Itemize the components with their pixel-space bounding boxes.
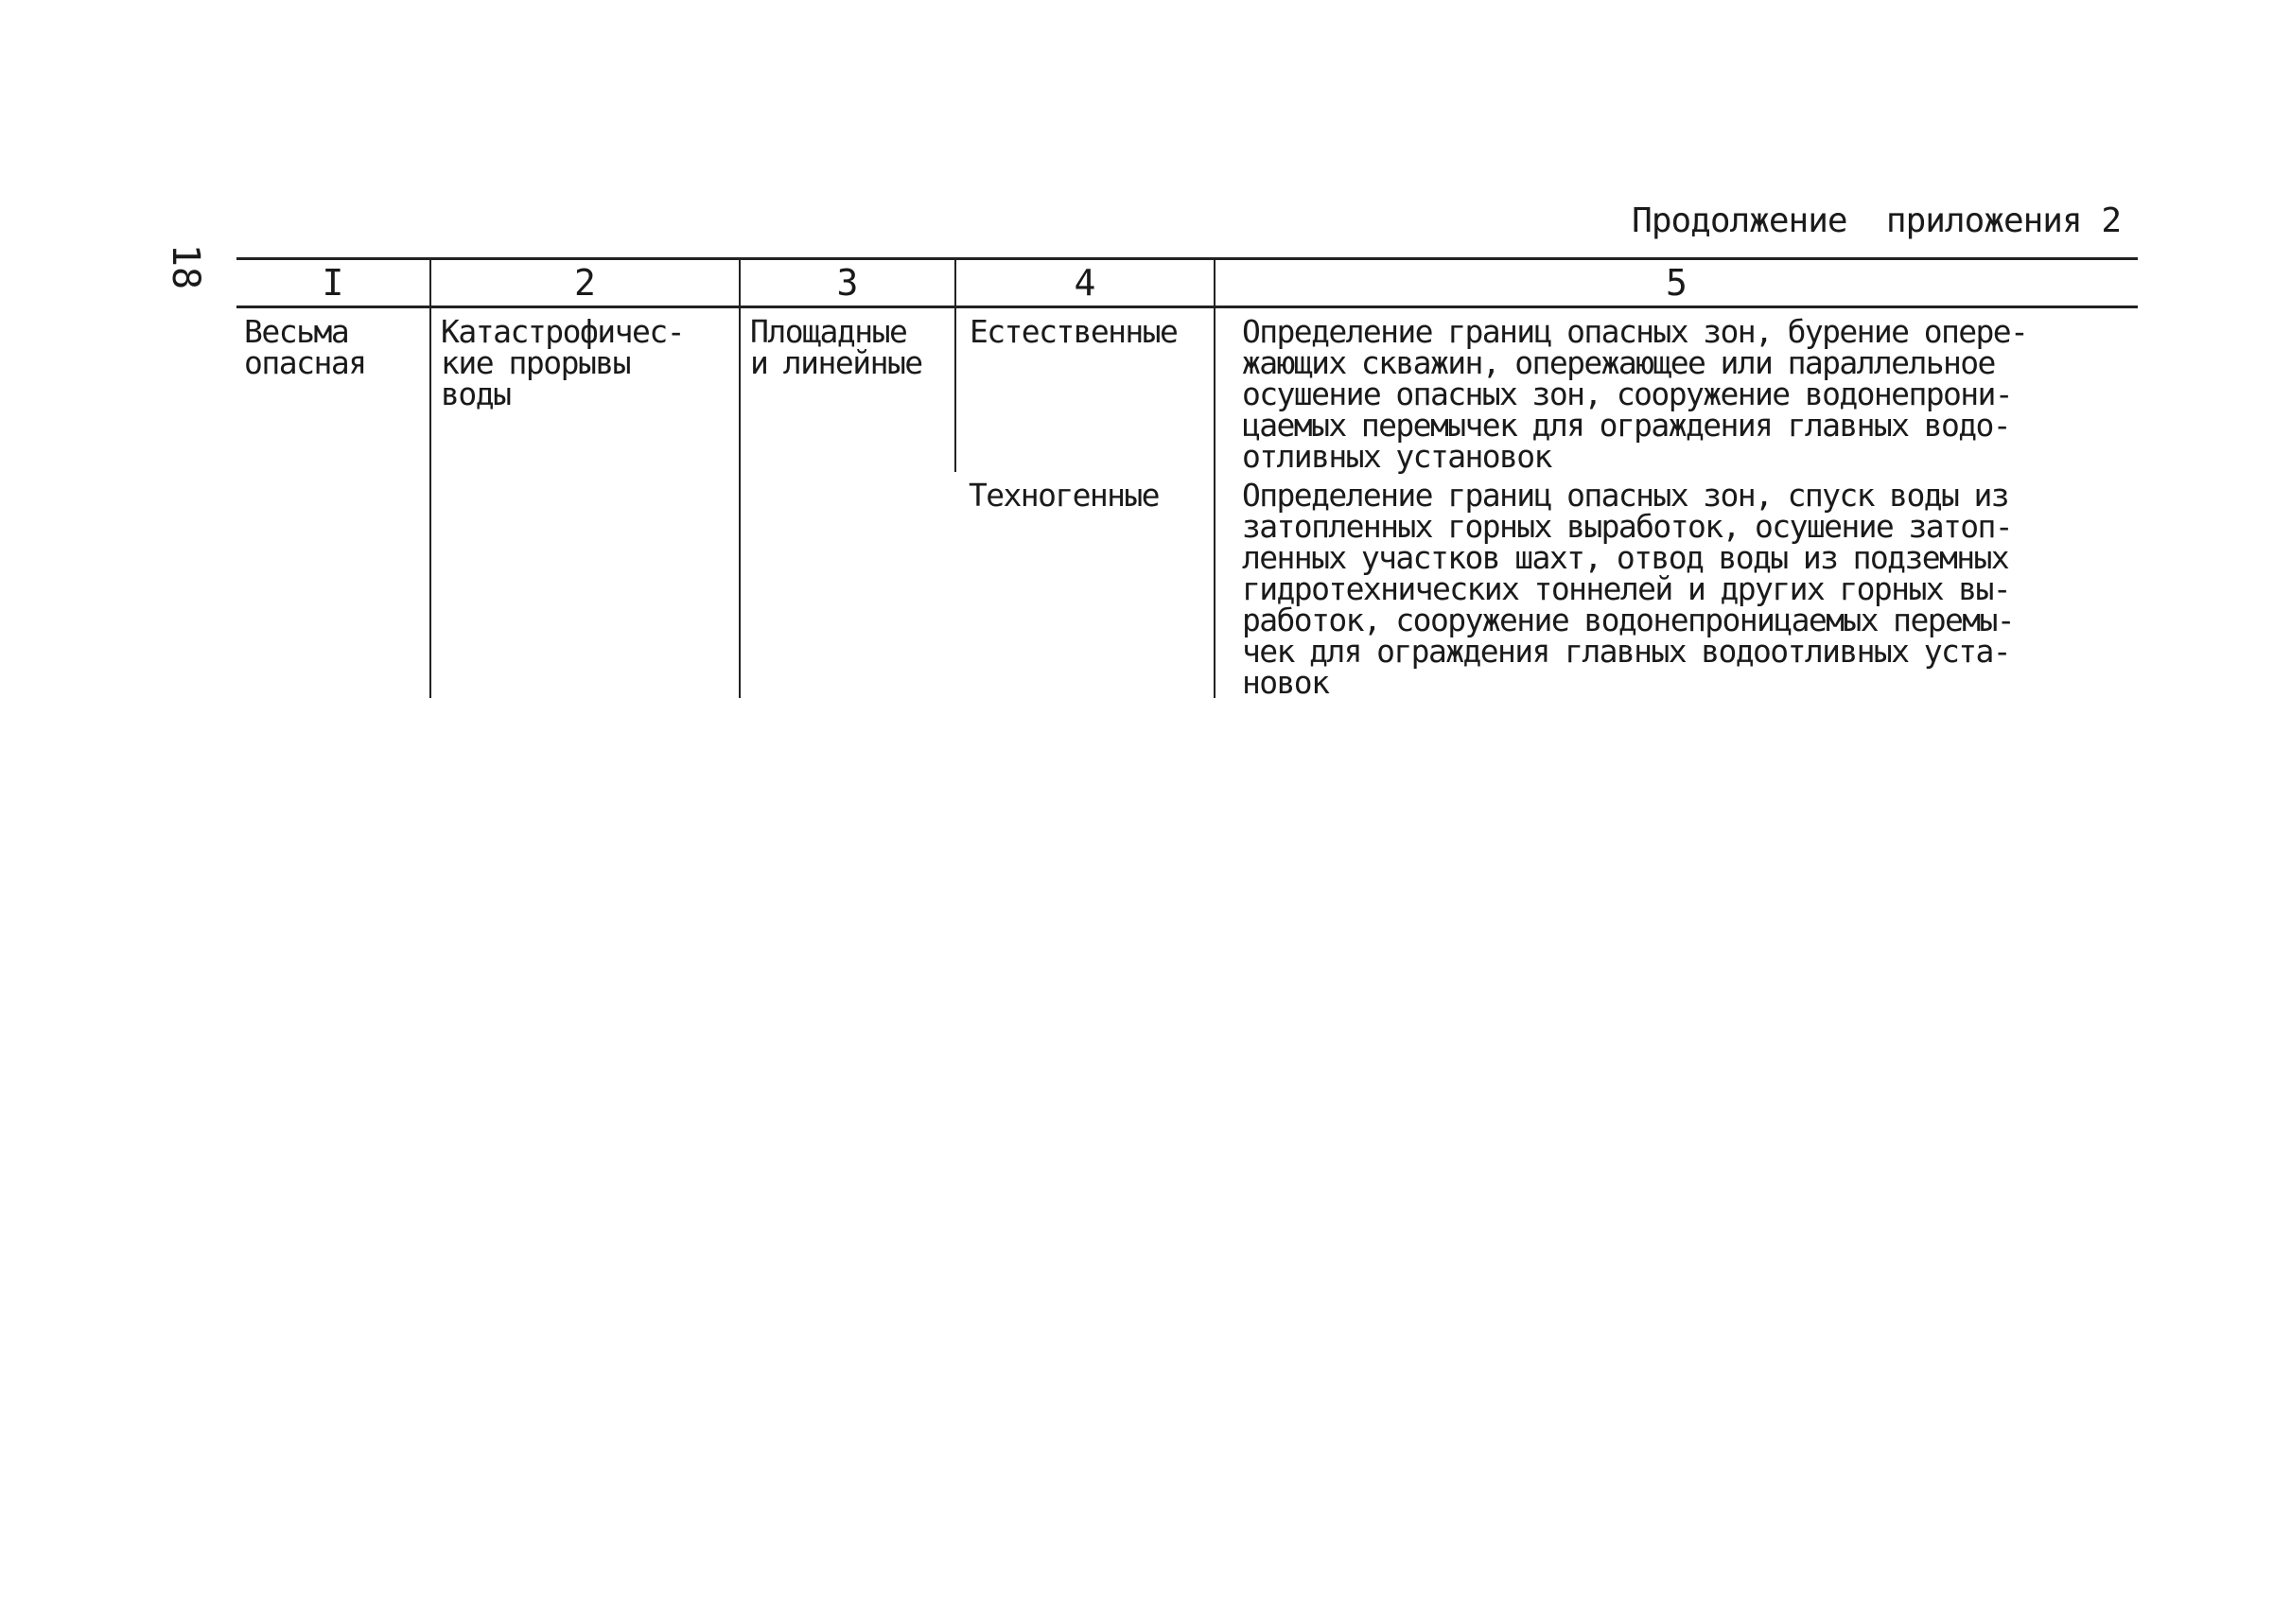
measures-cell [1215,472,2138,701]
zone-shape-cell [740,307,955,699]
cell-line: жающих скважин, опережающее или параллельное [1242,344,1995,381]
origin-type-cell [955,307,1215,473]
cell-line: гидротехнических тоннелей и других горных вы- [1242,570,2011,607]
column-header-2: 2 [430,259,740,307]
page-number: 18 [164,243,208,290]
appendix-table [236,257,2138,701]
cell-line: Площадные [750,313,907,350]
table-header-row [236,259,2138,307]
cell-line: осушение опасных зон, сооружение водонепрони- [1242,375,2013,412]
cell-line: цаемых перемычек для ограждения главных водо- [1242,407,2011,444]
appendix-continuation-heading: Продолжение приложения 2 [1632,201,2121,240]
cell-line: и линейные [750,344,922,381]
cell-line: воды [441,375,511,412]
cell-line: кие прорывы [441,344,631,381]
column-header-5: 5 [1215,259,2138,307]
hazard-kind-cell [430,307,740,699]
column-header-4: 4 [955,259,1215,307]
cell-line: Определение границ опасных зон, бурение опере- [1242,313,2028,350]
column-header-1: I [236,259,430,307]
cell-line: новок [1242,664,1329,701]
column-header-3: 3 [740,259,955,307]
cell-line: Катастрофичес- [441,313,685,350]
cell-line: Естественные [970,313,1178,350]
cell-line: ленных участков шахт, отвод воды из подземных [1242,539,2009,576]
table-row [236,307,2138,473]
cell-line: Техногенные [969,477,1159,514]
cell-line: опасная [244,344,366,381]
cell-line: Определение границ опасных зон, спуск воды из [1242,477,2009,514]
origin-type-cell [955,472,1215,698]
cell-line: Весьма [244,313,349,350]
cell-line: отливных установок [1242,438,1551,475]
cell-line: чек для ограждения главных водоотливных уста- [1242,633,2011,670]
danger-level-cell [236,307,430,699]
cell-line: затопленных горных выработок, осушение затоп- [1242,508,2013,545]
cell-line: работок, сооружение водонепроницаемых перемы- [1242,602,2015,638]
measures-cell [1215,307,2138,473]
